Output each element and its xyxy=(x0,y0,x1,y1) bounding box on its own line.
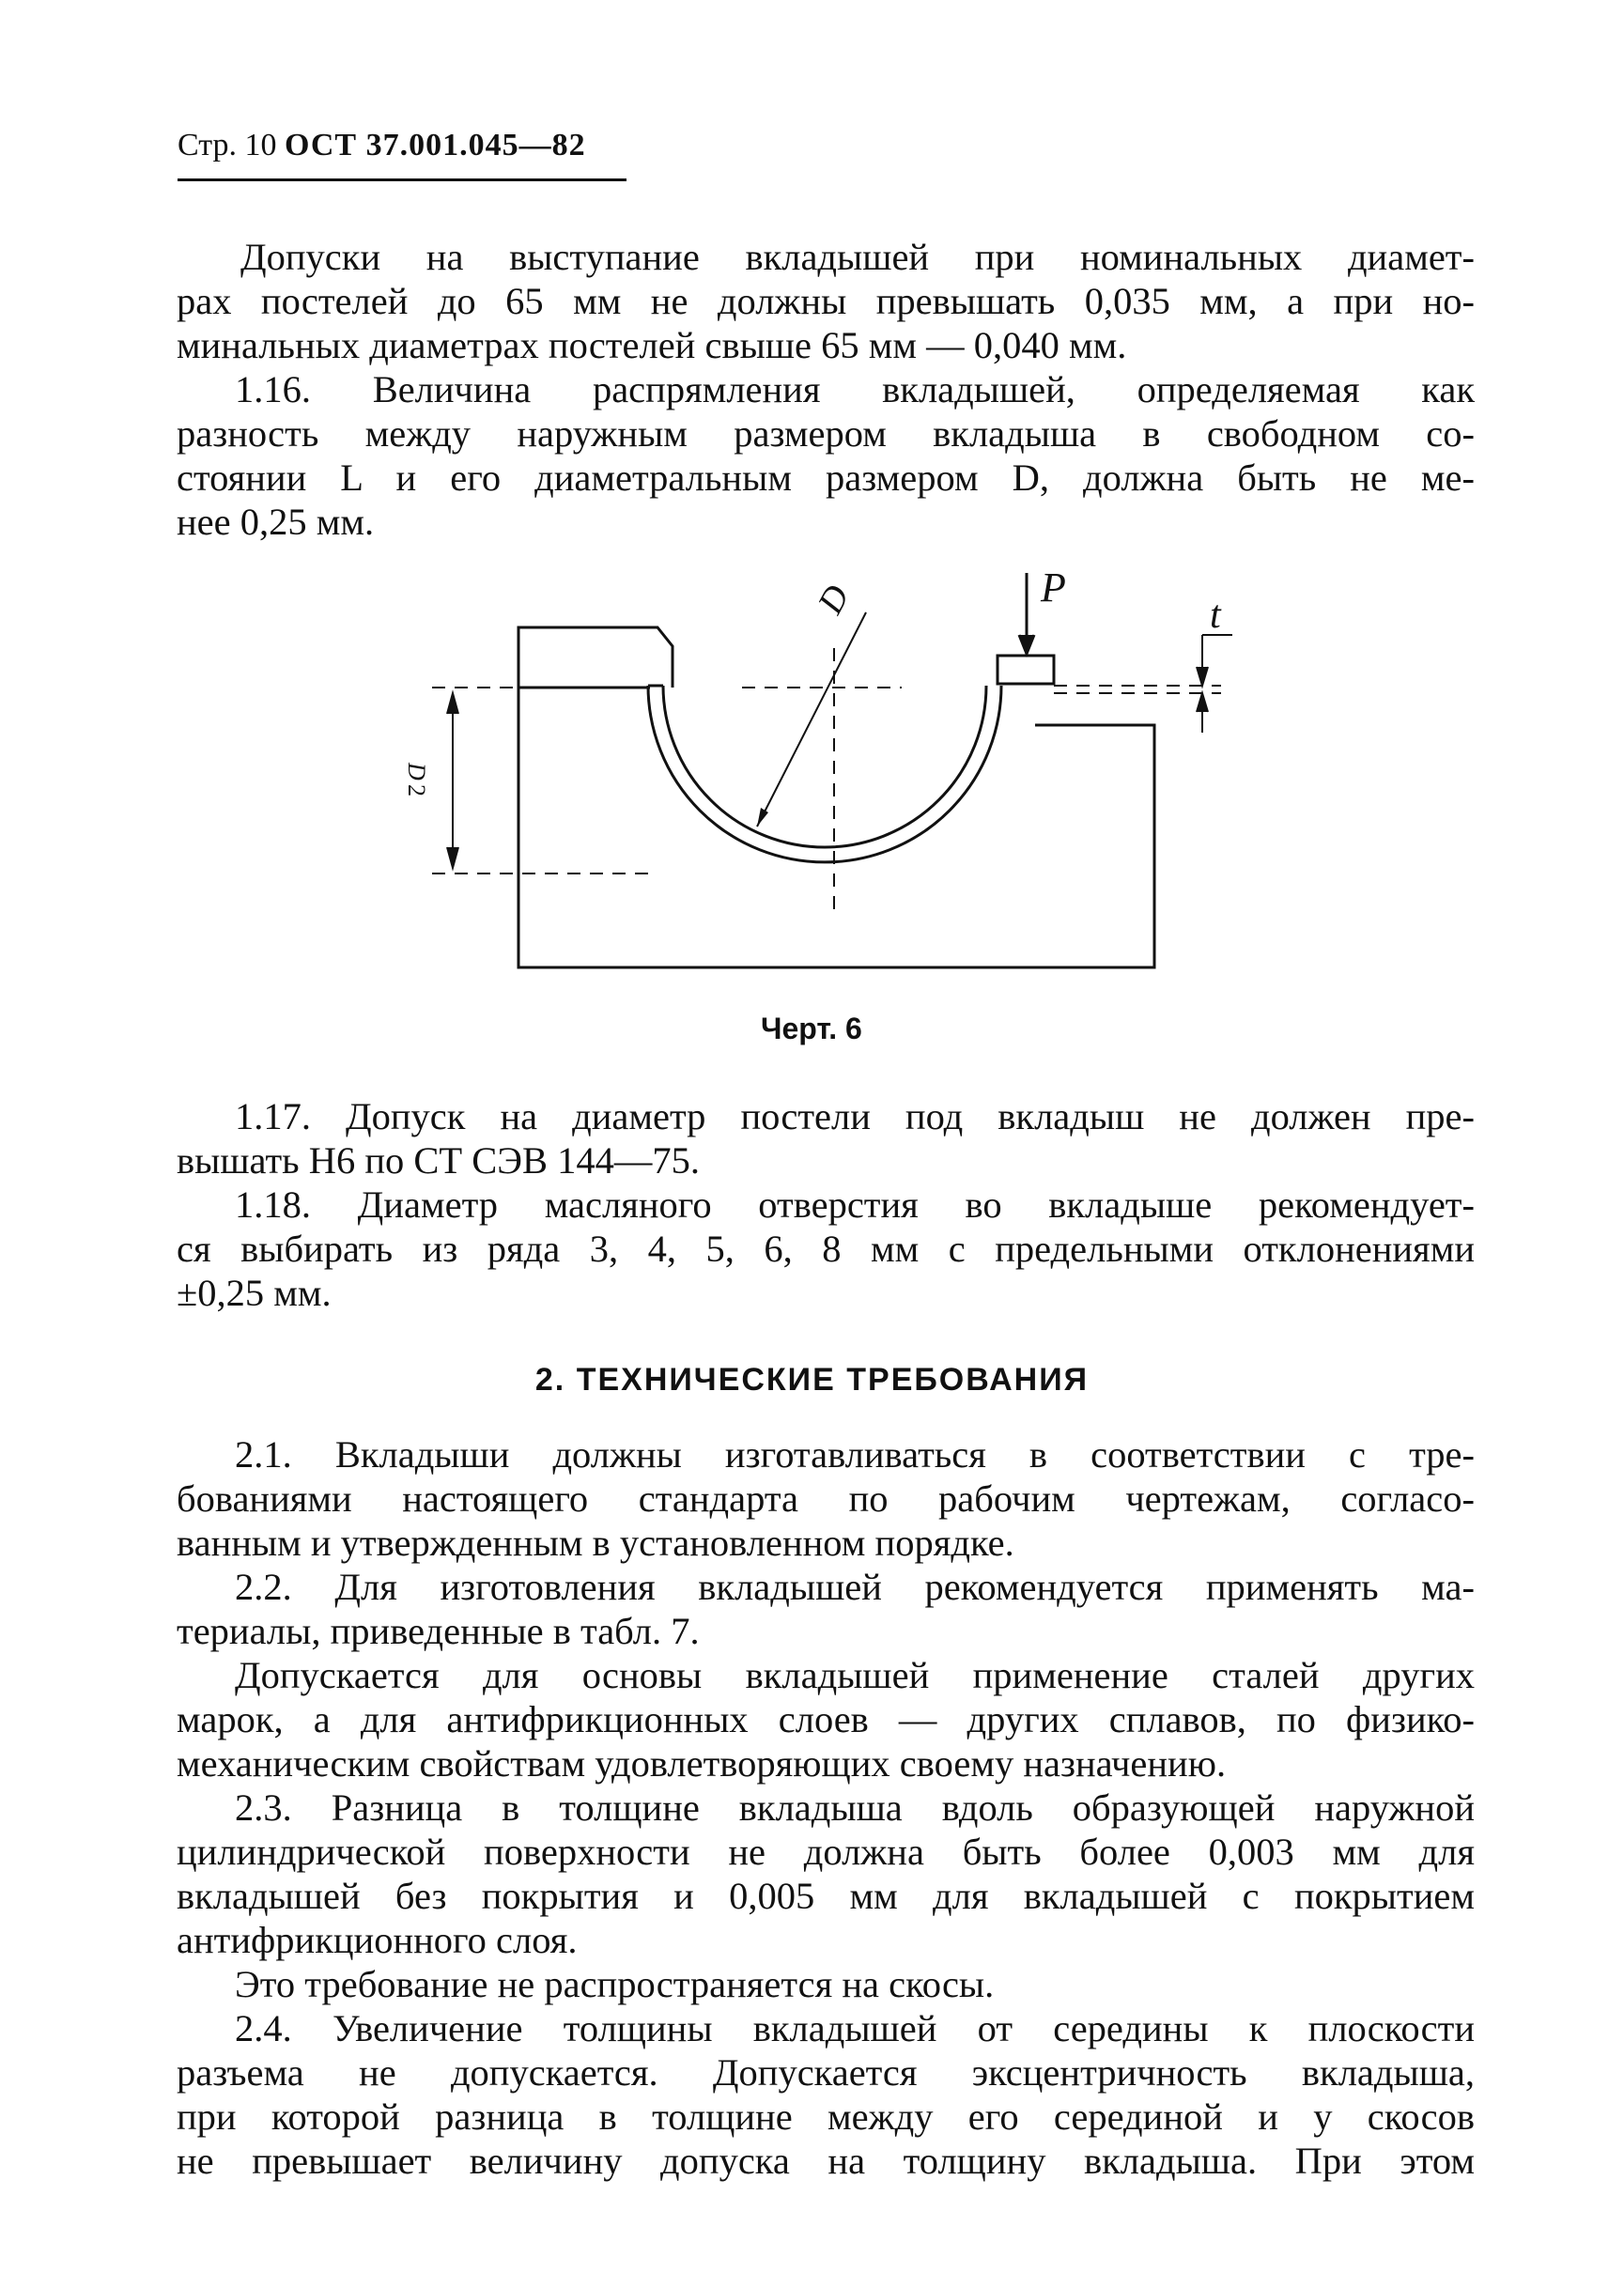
text-line: ванным и утвержденным в установленном порядке. xyxy=(177,1522,1014,1564)
text-line: разъема не допускается. Допускается эксцентричность вкладыша, xyxy=(177,2051,1475,2094)
text-line: стоянии L и его диаметральным размером D, должна быть не ме- xyxy=(177,456,1475,499)
text-line: марок, а для антифрикционных слоев — других сплавов, по физико- xyxy=(177,1698,1475,1740)
label-d2-num: D xyxy=(403,763,430,781)
text-line: антифрикционного слоя. xyxy=(177,1919,578,1961)
label-t: t xyxy=(1210,594,1221,637)
text-block-3 xyxy=(177,1432,1475,2183)
text-line: минальных диаметрах постелей свыше 65 мм — 0,040 мм. xyxy=(177,324,1127,366)
text-line: Допускается для основы вкладышей применение сталей других xyxy=(235,1654,1475,1696)
text-line: 2.1. Вкладыши должны изготавливаться в соответствии с тре- xyxy=(235,1433,1475,1476)
label-p: P xyxy=(1041,564,1066,611)
page-header xyxy=(178,128,586,163)
standard-code: ОСТ 37.001.045—82 xyxy=(285,128,586,162)
label-d: D xyxy=(810,579,858,621)
text-line: териалы, приведенные в табл. 7. xyxy=(177,1610,700,1652)
text-line: рах постелей до 65 мм не должны превышать 0,035 мм, а при но- xyxy=(177,280,1475,322)
text-line: не превышает величину допуска на толщину вкладыша. При этом xyxy=(177,2140,1475,2182)
bearing-drawing xyxy=(403,554,1259,996)
text-block-2 xyxy=(177,1094,1475,1315)
section-title: 2. ТЕХНИЧЕСКИЕ ТРЕБОВАНИЯ xyxy=(534,1362,1090,1398)
text-line: 2.4. Увеличение толщины вкладышей от середины к плоскости xyxy=(235,2007,1475,2049)
text-line: 1.16. Величина распрямления вкладышей, определяемая как xyxy=(235,368,1475,410)
text-block-1 xyxy=(177,235,1475,544)
text-line: 2.2. Для изготовления вкладышей рекомендуется применять ма- xyxy=(235,1566,1475,1608)
text-line: Это требование не распространяется на скосы. xyxy=(235,1963,995,2005)
page-number: Стр. 10 xyxy=(178,128,277,162)
text-line: бованиями настоящего стандарта по рабочим чертежам, согласо- xyxy=(177,1477,1475,1520)
text-line: 2.3. Разница в толщине вкладыша вдоль образующей наружной xyxy=(235,1786,1475,1829)
text-line: вышать H6 по СТ СЭВ 144—75. xyxy=(177,1139,701,1182)
text-line: разность между наружным размером вкладыша в свободном со- xyxy=(177,412,1475,455)
text-line: Допуски на выступание вкладышей при номинальных диамет- xyxy=(240,236,1475,278)
text-line: при которой разница в толщине между его серединой и у скосов xyxy=(177,2095,1475,2138)
text-line: механическим свойствам удовлетворяющих своему назначению. xyxy=(177,1742,1227,1785)
figure-caption: Черт. 6 xyxy=(761,1012,862,1045)
text-line: нее 0,25 мм. xyxy=(177,501,375,543)
label-d2-den: 2 xyxy=(403,784,430,796)
header-rule xyxy=(178,178,626,181)
text-line: 1.17. Допуск на диаметр постели под вкладыш не должен пре- xyxy=(235,1095,1475,1137)
text-line: вкладышей без покрытия и 0,005 мм для вкладышей с покрытием xyxy=(177,1875,1475,1917)
text-line: ±0,25 мм. xyxy=(177,1272,332,1314)
text-line: 1.18. Диаметр масляного отверстия во вкладыше рекомендует- xyxy=(235,1183,1475,1226)
text-line: ся выбирать из ряда 3, 4, 5, 6, 8 мм с предельными отклонениями xyxy=(177,1228,1475,1270)
text-line: цилиндрической поверхности не должна быть более 0,003 мм для xyxy=(177,1831,1475,1873)
